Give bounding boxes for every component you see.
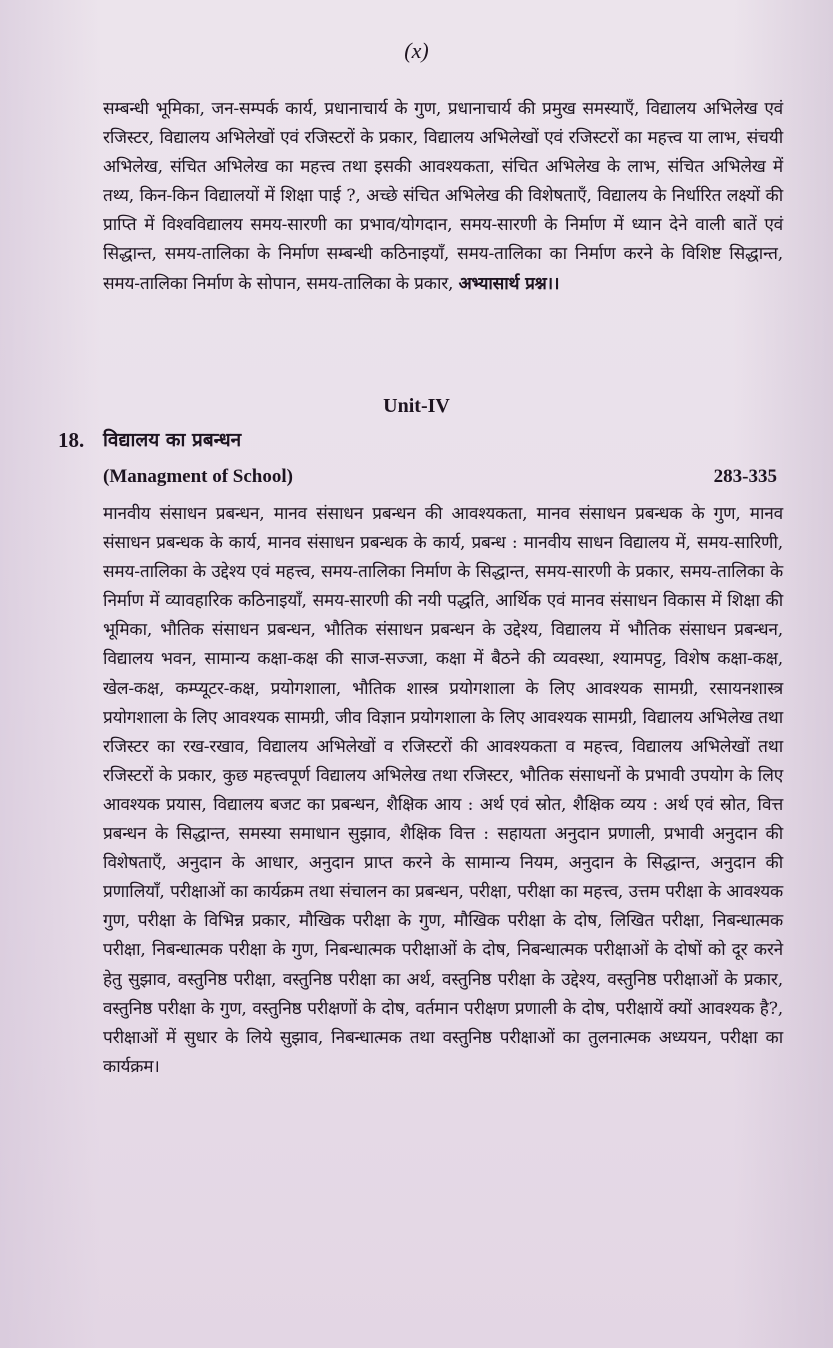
unit-heading: Unit-IV [383,395,450,417]
intro-paragraph [103,95,783,299]
exercise-questions-label: अभ्यासार्थ प्रश्न।। [458,273,560,294]
chapter-content: मानवीय संसाधन प्रबन्धन, मानव संसाधन प्रबन्धन की आवश्यकता, मानव संसाधन प्रबन्धक के गुण, मानव संसाधन प्रबन्धक के कार्य, मानव संसाधन प्रबन्धक के कार्य, प्रबन्ध : मानवीय साधन विद्यालय में, समय-सारिणी, समय-तालिका के उद्देश्य एवं महत्त्व, समय-तालिका निर्माण के सिद्धान्त, समय-सारणी के प्रकार, समय-तालिका के निर्माण में व्यावहारिक कठिनाइयाँ, समय-सारणी की नयी पद्धति, आर्थिक एवं मानव संसाधन विकास में शिक्षा की भूमिका, भौतिक संसाधन प्रबन्धन, भौतिक संसाधन प्रबन्धन के उद्देश्य, विद्यालय में भौतिक संसाधन प्रबन्धन, विद्यालय भवन, सामान्य कक्षा-कक्ष की साज-सज्जा, कक्षा में बैठने की व्यवस्था, श्यामपट्ट, विशेष कक्षा-कक्ष, खेल-कक्ष, कम्प्यूटर-कक्ष, प्रयोगशाला, भौतिक शास्त्र प्रयोगशाला के लिए आवश्यक सामग्री, रसायनशास्त्र प्रयोगशाला के लिए आवश्यक सामग्री, जीव विज्ञान प्रयोगशाला के लिए आवश्यक सामग्री, विद्यालय अभिलेख तथा रजिस्टर का रख-रखाव, विद्यालय अभिलेखों व रजिस्टरों की आवश्यकता व महत्त्व, विद्यालय अभिलेखों तथा रजिस्टरों के प्रकार, कुछ महत्त्वपूर्ण विद्यालय अभिलेख तथा रजिस्टर, भौतिक संसाधनों के प्रभावी उपयोग के लिए आवश्यक प्रयास, विद्यालय बजट का प्रबन्धन, शैक्षिक आय : अर्थ एवं स्रोत, शैक्षिक व्यय : अर्थ एवं स्रोत, वित्त प्रबन्धन के सिद्धान्त, समस्या समाधान सुझाव, शैक्षिक वित्त : सहायता अनुदान प्रणाली, प्रभावी अनुदान की विशेषताएँ, अनुदान के आधार, अनुदान प्राप्त करने के सामान्य नियम, अनुदान के सिद्धान्त, अनुदान की प्रणालियाँ, परीक्षाओं का कार्यक्रम तथा संचालन का प्रबन्धन, परीक्षा, परीक्षा का महत्त्व, उत्तम परीक्षा के आवश्यक गुण, परीक्षा के विभिन्न प्रकार, मौखिक परीक्षा के गुण, मौखिक परीक्षा के दोष, लिखित परीक्षा, निबन्धात्मक परीक्षा, निबन्धात्मक परीक्षा के गुण, निबन्धात्मक परीक्षाओं के दोष, निबन्धात्मक परीक्षाओं के दोषों को दूर करने हेतु सुझाव, वस्तुनिष्ठ परीक्षा, वस्तुनिष्ठ परीक्षा का अर्थ, वस्तुनिष्ठ परीक्षा के उद्देश्य, वस्तुनिष्ठ परीक्षाओं के प्रकार, वस्तुनिष्ठ परीक्षा के गुण, वस्तुनिष्ठ परीक्षणों के दोष, वर्तमान परीक्षण प्रणाली के दोष, परीक्षायें क्यों आवश्यक है?, परीक्षाओं में सुधार के लिये सुझाव, निबन्धात्मक तथा वस्तुनिष्ठ परीक्षाओं का तुलनात्मक अध्ययन, परीक्षा का कार्यक्रम। [103,504,783,1077]
chapter-number: 18. [58,428,85,452]
chapter-title: विद्यालय का प्रबन्धन [103,429,242,451]
page-number: (x) [404,38,429,63]
intro-paragraph-text: सम्बन्धी भूमिका, जन-सम्पर्क कार्य, प्रधानाचार्य के गुण, प्रधानाचार्य की प्रमुख समस्याएँ, विद्यालय अभिलेख एवं रजिस्टर, विद्यालय अभिलेखों एवं रजिस्टरों के प्रकार, विद्यालय अभिलेखों एवं रजिस्टरों का महत्त्व या लाभ, संचयी अभिलेख, संचित अभिलेख का महत्त्व तथा इसकी आवश्यकता, संचित अभिलेख के लाभ, संचित अभिलेख में तथ्य, किन-किन विद्यालयों में शिक्षा पाई ?, अच्छे संचित अभिलेख की विशेषताएँ, विद्यालय के निर्धारित लक्ष्यों की प्राप्ति में विश्वविद्यालय समय-सारणी का प्रभाव/योगदान, समय-सारणी के निर्माण में ध्यान देने वाली बातें एवं सिद्धान्त, समय-तालिका के निर्माण सम्बन्धी कठिनाइयाँ, समय-तालिका का निर्माण करने के विशिष्ट सिद्धान्त, समय-तालिका निर्माण के सोपान, समय-तालिका के प्रकार, [103,99,783,294]
chapter-page-range: 283-335 [713,466,777,487]
chapter-subtitle: (Managment of School) [103,466,293,487]
